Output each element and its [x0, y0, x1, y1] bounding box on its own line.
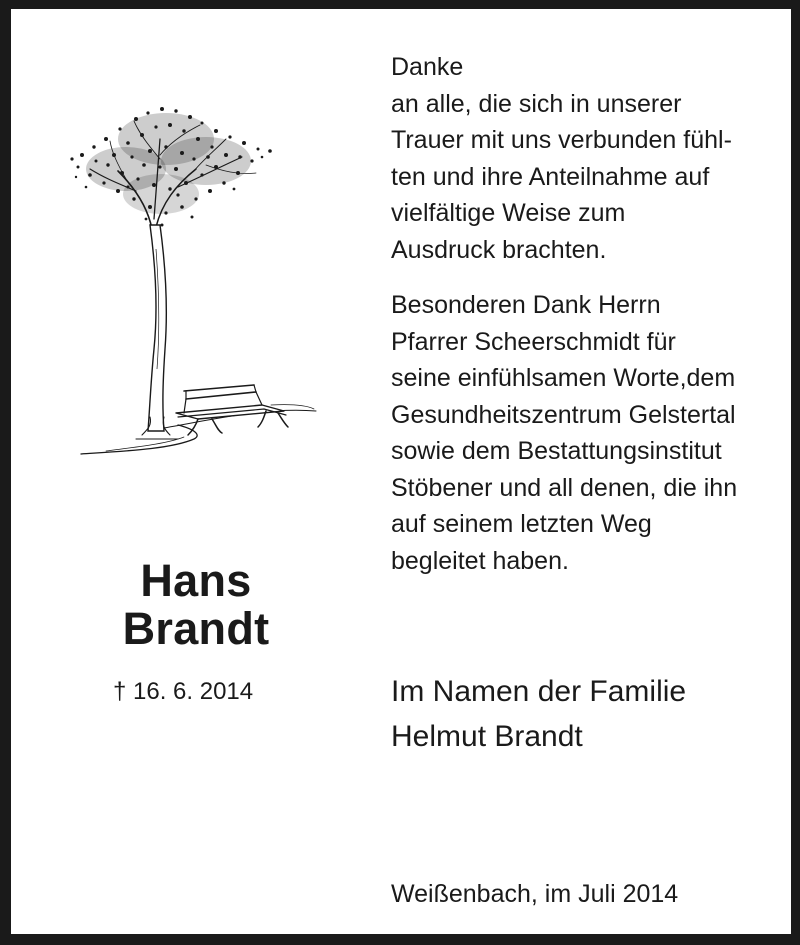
death-date: † 16. 6. 2014 — [113, 678, 254, 705]
special-thanks-line: Pfarrer Scheerschmidt für — [391, 327, 676, 356]
place-and-date: Weißenbach, im Juli 2014 — [391, 880, 679, 908]
signature-line-1: Im Namen der Familie — [391, 675, 687, 708]
thanks-line: vielfältige Weise zum — [391, 199, 626, 227]
thanks-paragraph — [391, 49, 791, 268]
special-thanks-line: Gesundheitszentrum Gelstertal — [391, 400, 736, 429]
park-bench-icon — [176, 385, 288, 435]
special-thanks-paragraph — [391, 287, 791, 579]
special-thanks-line: seine einfühlsamen Worte,dem — [391, 364, 736, 392]
first-name: Hans — [140, 555, 252, 606]
special-thanks-line: Besonderen Dank Herrn — [391, 291, 661, 319]
thanks-line: ten und ihre Anteilnahme auf — [391, 162, 710, 191]
deceased-name — [91, 557, 301, 653]
special-thanks-line: auf seinem letzten Weg — [391, 510, 652, 538]
special-thanks-line: begleitet haben. — [391, 546, 569, 575]
family-signature — [391, 669, 686, 759]
thanks-line: Trauer mit uns verbunden fühl- — [391, 126, 732, 154]
tree-and-bench-illustration — [66, 99, 321, 464]
special-thanks-line: sowie dem Bestattungsinstitut — [391, 437, 722, 465]
thanks-line: an alle, die sich in unserer — [391, 89, 682, 118]
signature-line-2: Helmut Brandt — [391, 720, 583, 753]
tree-icon — [70, 107, 271, 439]
thanks-heading: Danke — [391, 53, 464, 81]
last-name: Brandt — [122, 603, 270, 654]
special-thanks-line: Stöbener und all denen, die ihn — [391, 473, 738, 502]
thanks-line: Ausdruck brachten. — [391, 235, 607, 264]
